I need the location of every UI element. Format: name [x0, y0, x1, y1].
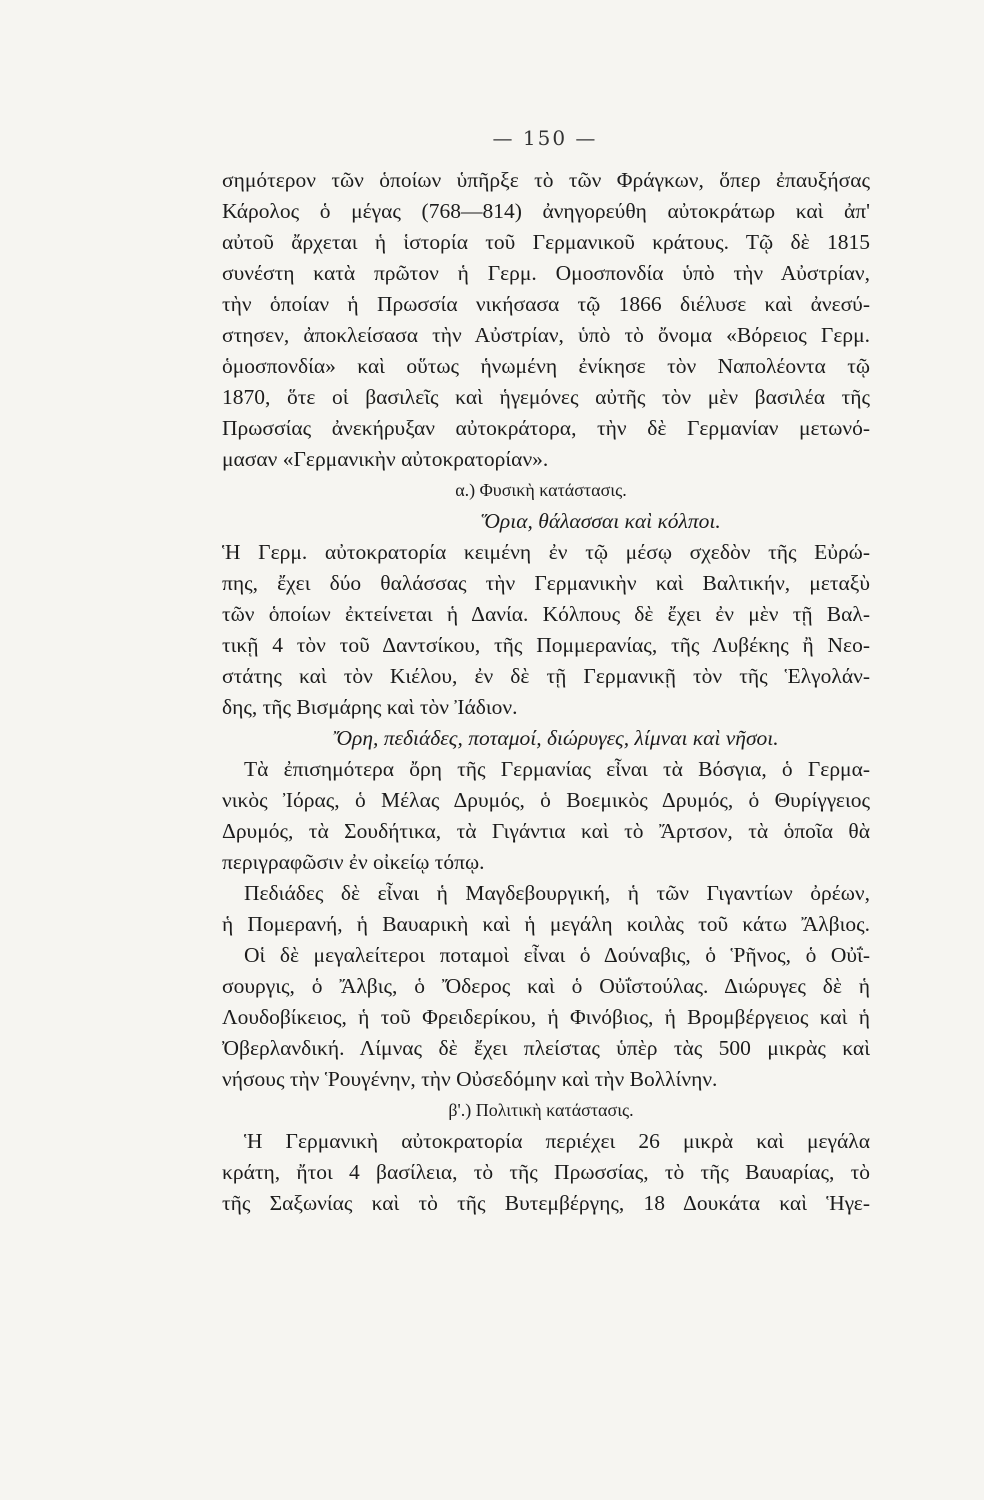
- page-number: — 150 —: [492, 126, 598, 150]
- text-line: τὴν ὁποίαν ἡ Πρωσσία νικήσασα τῷ 1866 διέλυσε καὶ ἀνεσύ-: [222, 292, 870, 316]
- text-line: Κάρολος ὁ μέγας (768—814) ἀνηγορεύθη αὐτοκράτωρ καὶ ἀπ': [222, 199, 870, 223]
- text-line: ἡ Πομερανή, ἡ Βαυαρικὴ καὶ ἡ μεγάλη κοιλὰς τοῦ κάτω Ἄλβιος.: [222, 912, 870, 936]
- text-line: νικὸς Ἰόρας, ὁ Μέλας Δρυμός, ὁ Βοεμικὸς Δρυμός, ὁ Θυρίγγειος: [222, 788, 870, 812]
- text-line: τικῇ 4 τὸν τοῦ Δαντσίκου, τῆς Πομμερανίας, τῆς Λυβέκης ἢ Νεο-: [222, 633, 870, 657]
- text-line: Πεδιάδες δὲ εἶναι ἡ Μαγδεβουργική, ἡ τῶν Γιγαντίων ὀρέων,: [244, 881, 870, 905]
- text-line: στάτης καὶ τὸν Κιέλου, ἐν δὲ τῇ Γερμανικῇ τὸν τῆς Ἑλγολάν-: [222, 664, 870, 688]
- text-line: Πρωσσίας ἀνεκήρυξαν αὐτοκράτορα, τὴν δὲ Γερμανίαν μετωνό-: [222, 416, 870, 440]
- text-line: τῶν ὁποίων ἐκτείνεται ἡ Δανία. Κόλπους δὲ ἔχει ἐν μὲν τῇ Βαλ-: [222, 602, 870, 626]
- text-line: κράτη, ἤτοι 4 βασίλεια, τὸ τῆς Πρωσσίας, τὸ τῆς Βαυαρίας, τὸ: [222, 1160, 870, 1184]
- text-line: Ἡ Γερμ. αὐτοκρατορία κειμένη ἐν τῷ μέσῳ σχεδὸν τῆς Εὐρώ-: [222, 540, 870, 564]
- paragraph-mountains: [222, 754, 870, 878]
- paragraph-political: [222, 1126, 870, 1219]
- text-line: Ἡ Γερμανικὴ αὐτοκρατορία περιέχει 26 μικρὰ καὶ μεγάλα: [244, 1129, 870, 1153]
- text-line: νήσους τὴν Ῥουγένην, τὴν Οὐσεδόμην καὶ τὴν Βολλίνην.: [222, 1067, 718, 1091]
- text-line: περιγραφῶσιν ἐν οἰκείῳ τόπῳ.: [222, 850, 485, 874]
- text-line: Λουδοβίκειος, ἡ τοῦ Φρειδερίκου, ἡ Φινόβιος, ἡ Βρομβέργειος καὶ ἡ: [222, 1005, 870, 1029]
- subheading-borders-seas: Ὅρια, θάλασσαι καὶ κόλποι.: [481, 509, 721, 533]
- text-line: σημότερον τῶν ὁποίων ὑπῆρξε τὸ τῶν Φράγκων, ὅπερ ἐπαυξήσας: [222, 168, 870, 192]
- text-line: σουργις, ὁ Ἄλβις, ὁ Ὄδερος καὶ ὁ Οὐΐστούλας. Διώρυγες δὲ ἡ: [222, 974, 870, 998]
- text-line: Δρυμός, τὰ Σουδήτικα, τὰ Γιγάντια καὶ τὸ Ἄρτσον, τὰ ὁποῖα θὰ: [222, 819, 870, 843]
- text-line: συνέστη κατὰ πρῶτον ἡ Γερμ. Ομοσπονδία ὑπὸ τὴν Αὐστρίαν,: [222, 261, 870, 285]
- text-line: Τὰ ἐπισημότερα ὄρη τῆς Γερμανίας εἶναι τὰ Βόσγια, ὁ Γερμα-: [244, 757, 870, 781]
- page-body: [222, 165, 870, 1219]
- text-line: δης, τῆς Βισμάρης καὶ τὸν Ἰάδιον.: [222, 695, 518, 719]
- text-line: μασαν «Γερμανικὴν αὐτοκρατορίαν».: [222, 447, 549, 471]
- text-line: στησεν, ἀποκλείσασα τὴν Αὐστρίαν, ὑπὸ τὸ ὄνομα «Βόρειος Γερμ.: [222, 323, 870, 347]
- text-line: 1870, ὅτε οἱ βασιλεῖς καὶ ἡγεμόνες αὐτῆς τὸν μὲν βασιλέα τῆς: [222, 385, 870, 409]
- text-line: Οἱ δὲ μεγαλείτεροι ποταμοὶ εἶναι ὁ Δούναβις, ὁ Ῥῆνος, ὁ Οὐΐ-: [244, 943, 870, 967]
- section-heading-political: β'.) Πολιτικὴ κατάστασις.: [448, 1100, 634, 1120]
- section-heading-physical: α.) Φυσικὴ κατάστασις.: [455, 480, 627, 500]
- text-line: ὁμοσπονδία» καὶ οὕτως ἡνωμένη ἐνίκησε τὸν Ναπολέοντα τῷ: [222, 354, 870, 378]
- subheading-mountains-rivers: Ὄρη, πεδιάδες, ποταμοί, διώρυγες, λίμναι καὶ νῆσοι.: [333, 726, 779, 750]
- text-line: Ὀβερλανδική. Λίμνας δὲ ἔχει πλείστας ὑπὲρ τὰς 500 μικρὰς καὶ: [222, 1036, 870, 1060]
- intro-paragraph: [222, 165, 870, 475]
- text-line: πης, ἔχει δύο θαλάσσας τὴν Γερμανικὴν καὶ Βαλτικήν, μεταξὺ: [222, 571, 870, 595]
- text-line: αὐτοῦ ἄρχεται ἡ ἱστορία τοῦ Γερμανικοῦ κράτους. Τῷ δὲ 1815: [222, 230, 870, 254]
- paragraph-plains: [222, 878, 870, 940]
- paragraph-rivers: [222, 940, 870, 1095]
- text-line: τῆς Σαξωνίας καὶ τὸ τῆς Βυτεμβέργης, 18 Δουκάτα καὶ Ἡγε-: [222, 1191, 870, 1215]
- paragraph-borders: [222, 537, 870, 723]
